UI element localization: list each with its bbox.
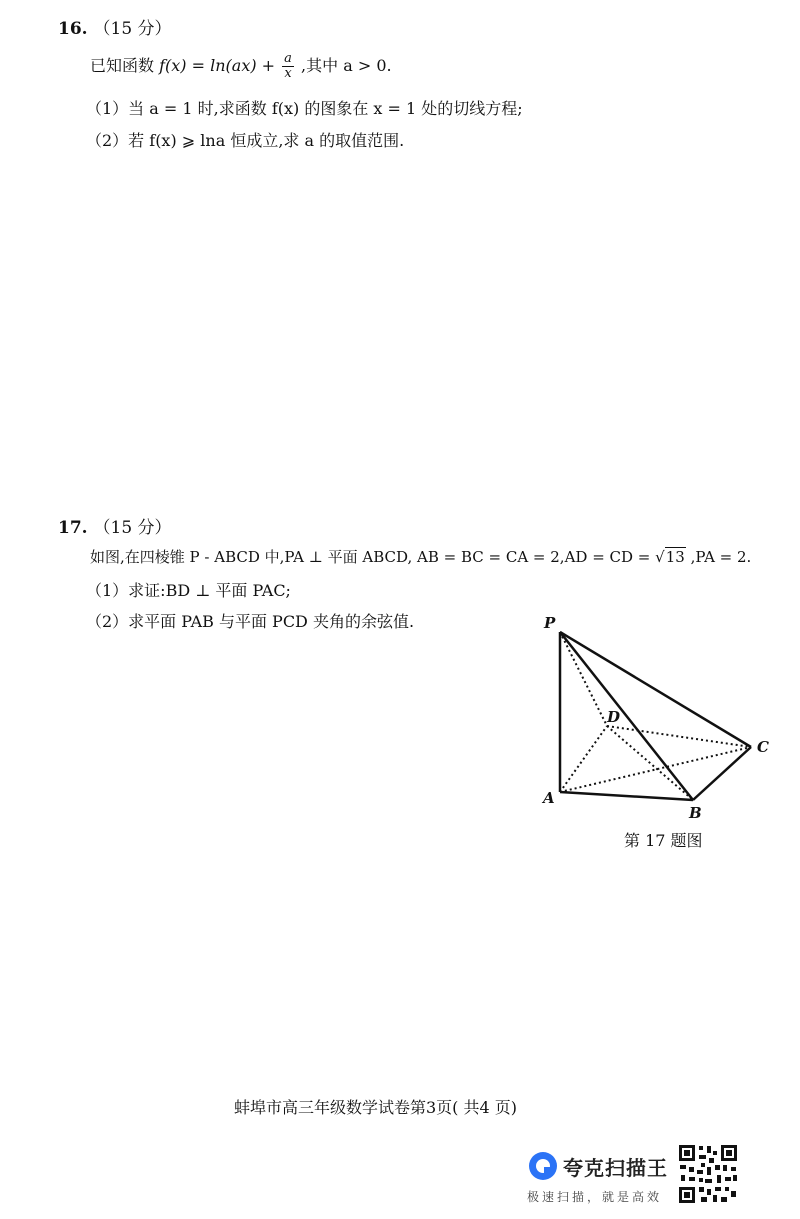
pyramid-figure	[535, 610, 775, 825]
q16-number: 16.	[58, 19, 88, 39]
q17-number: 17.	[58, 518, 88, 538]
brand-logo-icon	[527, 1150, 559, 1182]
brand-slogan: 极速扫描，就是高效	[527, 1190, 663, 1204]
q16-stem-func: f(x) = ln(ax) +	[159, 56, 276, 75]
label-C: C	[757, 738, 769, 756]
q16-frac-den: x	[284, 66, 292, 81]
q16-stem	[90, 52, 392, 81]
brand-name: 夸克扫描王	[563, 1156, 668, 1180]
q16-fraction	[282, 52, 294, 81]
label-B: B	[689, 804, 702, 822]
label-D: D	[607, 708, 621, 726]
edge-BC	[693, 747, 751, 800]
q16-part1: （1）当 a = 1 时,求函数 f(x) 的图象在 x = 1 处的切线方程;	[86, 99, 523, 118]
label-A: A	[543, 789, 555, 807]
q16-stem-prefix: 已知函数	[90, 56, 155, 75]
q17-header	[58, 513, 172, 538]
q16-score: （15 分）	[93, 19, 172, 39]
edge-DC	[607, 726, 751, 747]
qr-code-icon	[677, 1143, 739, 1205]
q17-stem: 如图,在四棱锥 P - ABCD 中,PA ⊥ 平面 ABCD, AB = BC = CA = 2,AD = CD = √13 ,PA = 2.	[90, 548, 752, 566]
q17-stem-suffix: ,PA = 2.	[690, 548, 752, 566]
q16-part2: （2）若 f(x) ⩾ lna 恒成立,求 a 的取值范围.	[86, 131, 405, 150]
q17-part1: （1）求证:BD ⊥ 平面 PAC;	[86, 581, 291, 600]
edge-DB	[607, 726, 693, 800]
q17-score: （15 分）	[93, 518, 172, 538]
q16-frac-num: a	[284, 51, 292, 66]
q17-sqrt-value: 13	[665, 548, 685, 566]
q17-stem-prefix: 如图,在四棱锥 P - ABCD 中,PA ⊥ 平面 ABCD, AB = BC = CA = 2,AD = CD =	[90, 548, 656, 566]
edge-PC	[560, 632, 751, 747]
q17-part2: （2）求平面 PAB 与平面 PCD 夹角的余弦值.	[86, 612, 415, 631]
label-P: P	[544, 614, 556, 632]
page-footer: 蚌埠市高三年级数学试卷第3页( 共4 页)	[234, 1098, 518, 1117]
edge-PB	[560, 632, 693, 800]
scanner-watermark	[527, 1146, 797, 1208]
edge-AB	[560, 792, 693, 800]
q16-header	[58, 14, 172, 39]
figure-caption: 第 17 题图	[624, 831, 703, 850]
q16-stem-suffix: ,其中 a > 0.	[301, 56, 392, 75]
